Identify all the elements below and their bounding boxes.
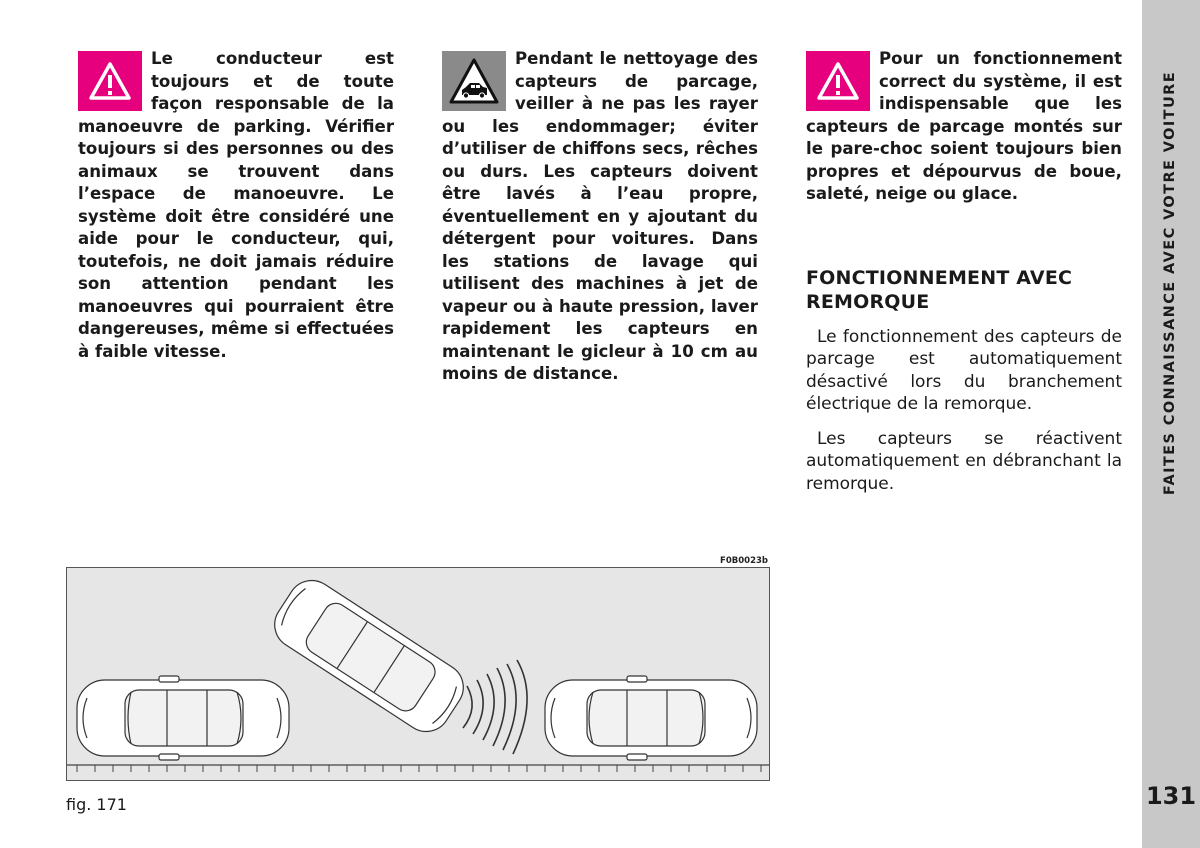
parked-car-right bbox=[545, 676, 757, 760]
warning-paragraph-responsibility bbox=[78, 48, 394, 363]
warning-paragraph-clean-sensors bbox=[806, 48, 1122, 206]
warning-triangle-icon bbox=[78, 51, 142, 111]
chapter-title bbox=[1153, 48, 1187, 518]
chapter-title-text: FAITES CONNAISSANCE AVEC VOTRE VOITURE bbox=[1162, 70, 1178, 496]
figure-code: F0B0023b bbox=[720, 556, 768, 566]
warning-block-left bbox=[78, 48, 394, 363]
warning-block-middle bbox=[442, 48, 758, 386]
warning-text: Pour un fonctionnement correct du système, il est indispensable que les capteurs de parcage montés sur le pare-choc soient toujours bien propres et dépourvus de boue, saleté, neige ou glace. bbox=[806, 49, 1122, 203]
warning-text: Le conducteur est toujours et de toute façon responsable de la manoeuvre de parking. Vérifier toujours si des personnes ou des animaux se trouvent dans l’espace de manoeuvre. Le système doit être considéré une aide pour le conducteur, qui, toutefois, ne doit jamais réduire son attention pendant les manoeuvres qui pourraient être dangereuses, même si effectuées à faible vitesse. bbox=[78, 49, 394, 361]
warning-triangle-icon bbox=[806, 51, 870, 111]
figure-caption: fig. 171 bbox=[66, 795, 127, 814]
body-paragraph-1: Le fonctionnement des capteurs de parcage est automatiquement désactivé lors du branchement électrique de la remorque. bbox=[806, 326, 1122, 414]
body-paragraph-2: Les capteurs se réactivent automatiquement en débranchant la remorque. bbox=[806, 428, 1122, 494]
manoeuvring-car bbox=[266, 571, 473, 740]
parking-scene-svg bbox=[67, 568, 769, 780]
section-heading-trailer: FONCTIONNEMENT AVEC REMORQUE bbox=[806, 266, 1073, 313]
sensor-waves bbox=[463, 660, 527, 754]
warning-block-right bbox=[806, 48, 1122, 507]
page-number: 131 bbox=[1145, 782, 1197, 810]
car-care-icon bbox=[442, 51, 506, 111]
warning-text: Pendant le nettoyage des capteurs de parcage, veiller à ne pas les rayer ou les endommager; éviter d’utiliser de chiffons secs, rêches ou durs. Les capteurs doivent être lavés à l’eau propre, éventuellement en y ajoutant du détergent pour voitures. Dans les stations de lavage qui utilisent des machines à jet de vapeur ou à haute pression, laver rapidement les capteurs en maintenant le gicleur à 10 cm au moins de distance. bbox=[442, 49, 758, 383]
parking-illustration bbox=[66, 567, 770, 781]
warning-paragraph-cleaning bbox=[442, 48, 758, 386]
parked-car-left bbox=[77, 676, 289, 760]
